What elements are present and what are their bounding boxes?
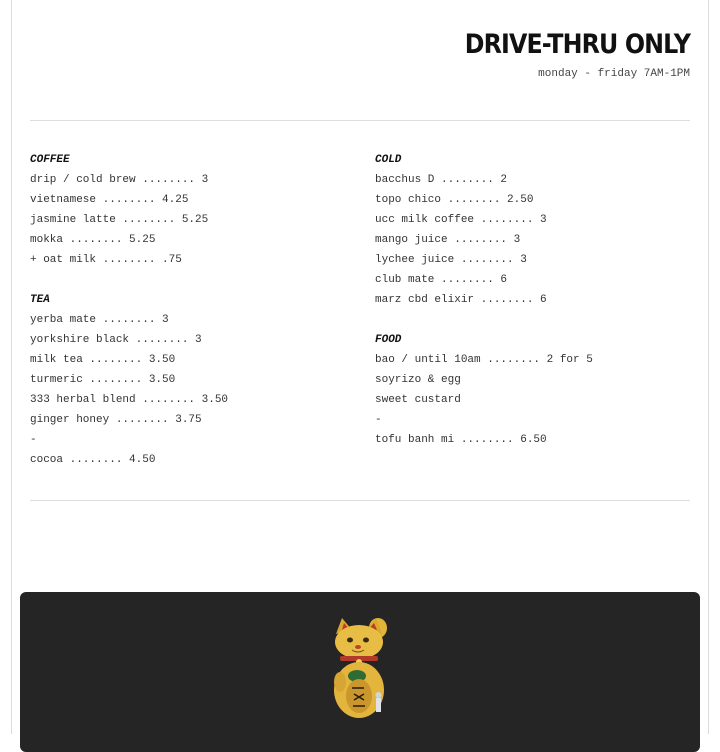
menu-column-right bbox=[375, 150, 695, 470]
menu-item: 333 herbal blend ........ 3.50 bbox=[30, 394, 229, 406]
section-title: COFFEE bbox=[30, 154, 70, 166]
menu-item: ucc milk coffee ........ 3 bbox=[375, 214, 547, 226]
menu-item: soyrizo & egg bbox=[375, 374, 461, 386]
menu-separator: - bbox=[375, 414, 382, 426]
menu-item: cocoa ........ 4.50 bbox=[30, 454, 156, 466]
menu-separator: - bbox=[30, 434, 37, 446]
page-border-left bbox=[11, 0, 12, 734]
section-title: TEA bbox=[30, 294, 50, 306]
menu-section-tea bbox=[30, 290, 350, 470]
menu-item: + oat milk ........ .75 bbox=[30, 254, 182, 266]
menu-item: ginger honey ........ 3.75 bbox=[30, 414, 202, 426]
menu-item: marz cbd elixir ........ 6 bbox=[375, 294, 547, 306]
menu-item: mokka ........ 5.25 bbox=[30, 234, 156, 246]
menu-item: tofu banh mi ........ 6.50 bbox=[375, 434, 547, 446]
lucky-cat-icon bbox=[328, 614, 394, 720]
menu-section-coffee bbox=[30, 150, 350, 270]
page-title: DRIVE-THRU ONLY bbox=[464, 29, 690, 60]
menu-item: turmeric ........ 3.50 bbox=[30, 374, 176, 386]
page-border-right bbox=[708, 0, 709, 734]
menu-item: lychee juice ........ 3 bbox=[375, 254, 527, 266]
menu-item: yerba mate ........ 3 bbox=[30, 314, 169, 326]
menu-item: sweet custard bbox=[375, 394, 461, 406]
section-title: COLD bbox=[375, 154, 402, 166]
section-title: FOOD bbox=[375, 334, 402, 346]
page-header bbox=[434, 30, 690, 80]
menu-item: bao / until 10am ........ 2 for 5 bbox=[375, 354, 593, 366]
menu-section-food bbox=[375, 330, 695, 450]
menu-item: topo chico ........ 2.50 bbox=[375, 194, 534, 206]
menu-item: vietnamese ........ 4.25 bbox=[30, 194, 189, 206]
divider-bottom bbox=[30, 500, 690, 501]
menu-item: yorkshire black ........ 3 bbox=[30, 334, 202, 346]
footer bbox=[20, 592, 700, 752]
menu-column-left bbox=[30, 150, 350, 490]
menu-section-cold bbox=[375, 150, 695, 310]
menu-item: bacchus D ........ 2 bbox=[375, 174, 508, 186]
menu-item: club mate ........ 6 bbox=[375, 274, 508, 286]
menu-item: milk tea ........ 3.50 bbox=[30, 354, 176, 366]
divider-top bbox=[30, 120, 690, 121]
menu-item: drip / cold brew ........ 3 bbox=[30, 174, 209, 186]
opening-hours: monday - friday 7AM-1PM bbox=[538, 68, 690, 80]
menu-item: jasmine latte ........ 5.25 bbox=[30, 214, 209, 226]
menu-item: mango juice ........ 3 bbox=[375, 234, 521, 246]
